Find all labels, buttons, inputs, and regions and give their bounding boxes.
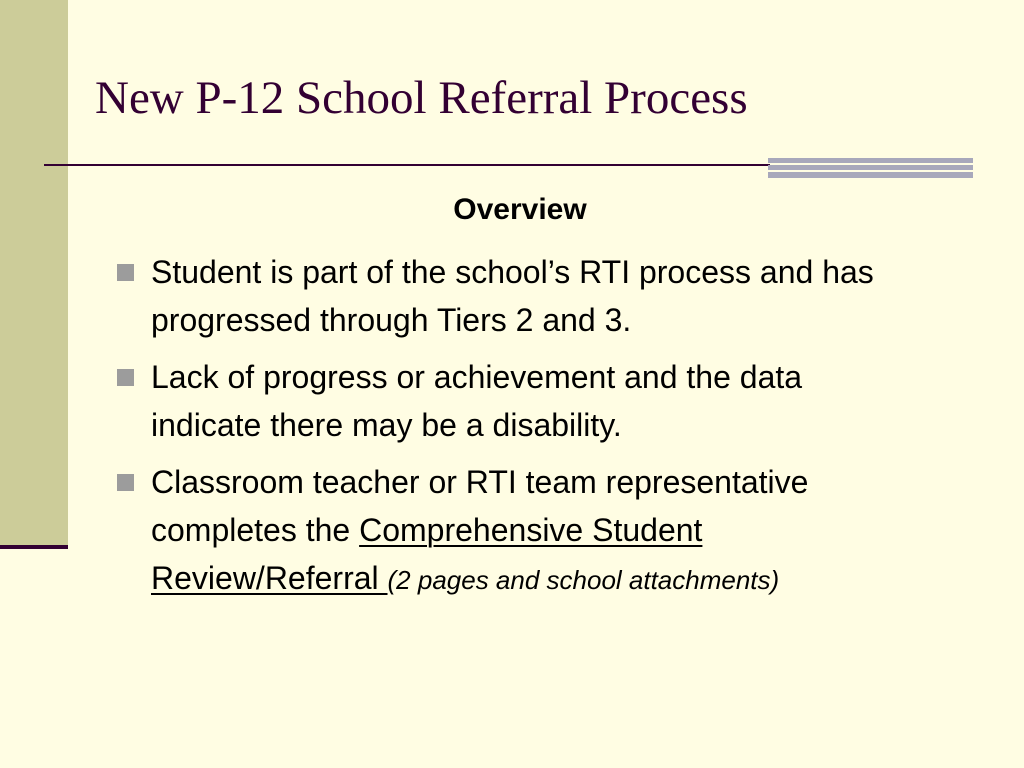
referral-note: (2 pages and school attachments) — [387, 565, 780, 595]
divider-accent-stripes — [768, 158, 973, 178]
bullet-text: Lack of progress or achievement and the data indicate there may be a disability. — [151, 359, 803, 443]
bullet-item — [112, 458, 912, 604]
square-bullet-icon — [117, 474, 134, 491]
bullet-text: Classroom teacher or RTI team representative completes the — [151, 464, 809, 548]
referral-form-link[interactable]: Comprehensive Student Review/Referral — [151, 512, 703, 596]
side-accent-bar — [0, 0, 68, 545]
overview-heading: Overview — [453, 193, 587, 226]
square-bullet-icon — [117, 264, 134, 281]
side-accent-line — [0, 545, 68, 549]
title-divider — [44, 164, 770, 166]
square-bullet-icon — [117, 369, 134, 386]
bullet-text: Student is part of the school’s RTI process and has progressed through Tiers 2 and 3. — [151, 254, 874, 338]
bullet-item — [112, 248, 912, 344]
bullet-item — [112, 353, 912, 449]
slide-title: New P-12 School Referral Process — [95, 72, 748, 124]
bullet-list — [112, 248, 912, 613]
